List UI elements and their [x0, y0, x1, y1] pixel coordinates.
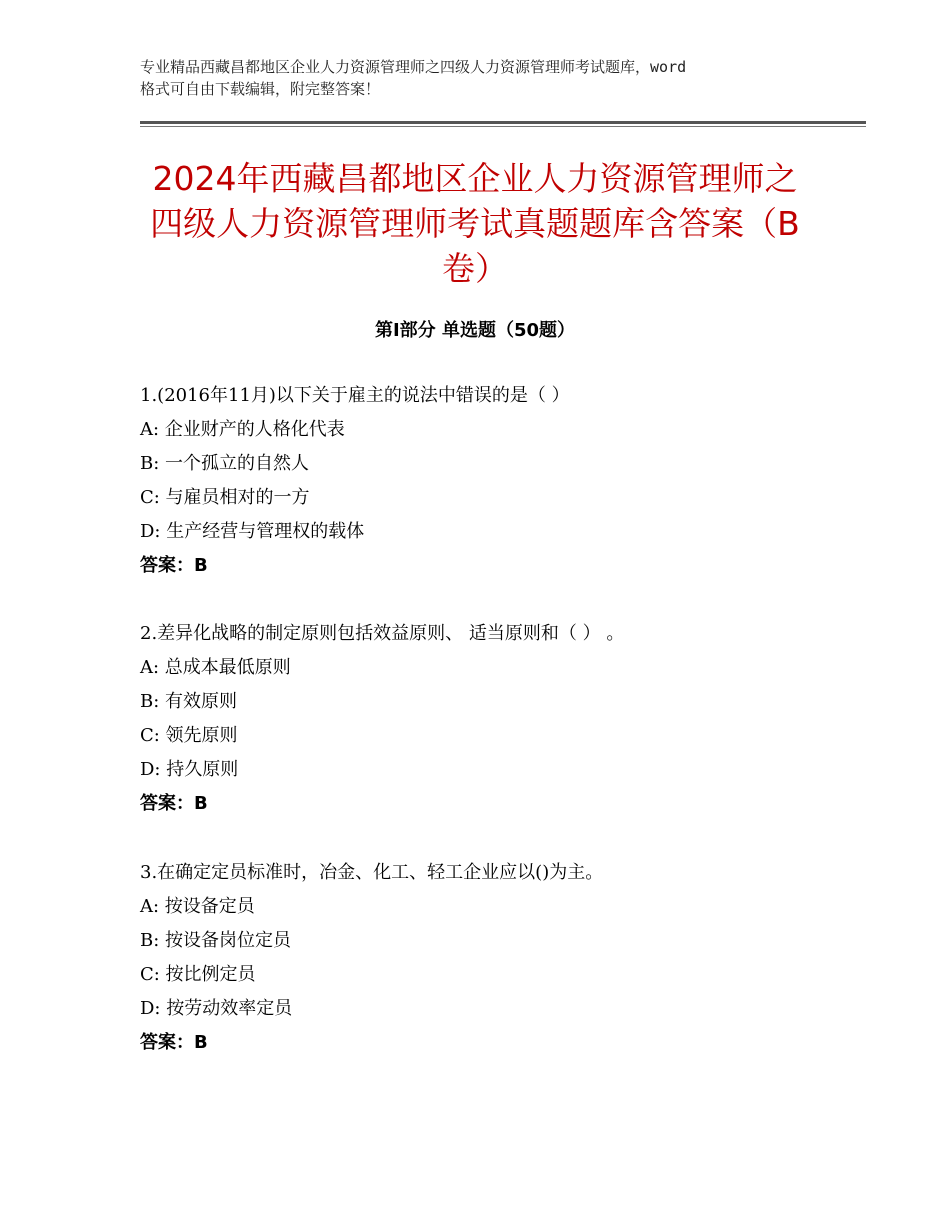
- answer: 答案：B: [140, 793, 208, 814]
- option-d: D: 持久原则: [140, 759, 239, 780]
- section-heading: 第Ⅰ部分 单选题（50题）: [374, 320, 575, 341]
- question-stem: 3.在确定定员标准时，冶金、化工、轻工企业应以()为主。: [140, 862, 604, 883]
- option-d: D: 生产经营与管理权的载体: [140, 521, 365, 542]
- option-a: A: 按设备定员: [140, 896, 255, 917]
- answer: 答案：B: [140, 1032, 208, 1053]
- option-b: B: 按设备岗位定员: [140, 930, 292, 951]
- option-c: C: 按比例定员: [140, 964, 256, 985]
- title-line-1: 2024年西藏昌都地区企业人力资源管理师之: [152, 159, 798, 198]
- document-title: [120, 156, 830, 291]
- answer: 答案：B: [140, 555, 208, 576]
- title-line-3: 卷）: [442, 249, 508, 288]
- question-3: [140, 856, 860, 1060]
- option-b: B: 一个孤立的自然人: [140, 453, 310, 474]
- question-stem: 1.(2016年11月)以下关于雇主的说法中错误的是（ ）: [140, 385, 570, 406]
- question-stem: 2.差异化战略的制定原则包括效益原则、 适当原则和（ ） 。: [140, 623, 625, 644]
- header-divider-thin: [140, 126, 866, 127]
- header-note: [140, 56, 830, 100]
- header-note-line-2: 格式可自由下载编辑，附完整答案！: [140, 80, 381, 98]
- option-d: D: 按劳动效率定员: [140, 998, 293, 1019]
- title-line-2: 四级人力资源管理师考试真题题库含答案（B: [150, 204, 800, 243]
- option-c: C: 领先原则: [140, 725, 238, 746]
- header-note-line-1: 专业精品西藏昌都地区企业人力资源管理师之四级人力资源管理师考试题库，word: [140, 58, 687, 76]
- option-a: A: 总成本最低原则: [140, 657, 291, 678]
- option-a: A: 企业财产的人格化代表: [140, 419, 345, 440]
- question-1: [140, 379, 860, 583]
- option-c: C: 与雇员相对的一方: [140, 487, 310, 508]
- option-b: B: 有效原则: [140, 691, 238, 712]
- question-2: [140, 617, 860, 821]
- header-divider-thick: [140, 121, 866, 124]
